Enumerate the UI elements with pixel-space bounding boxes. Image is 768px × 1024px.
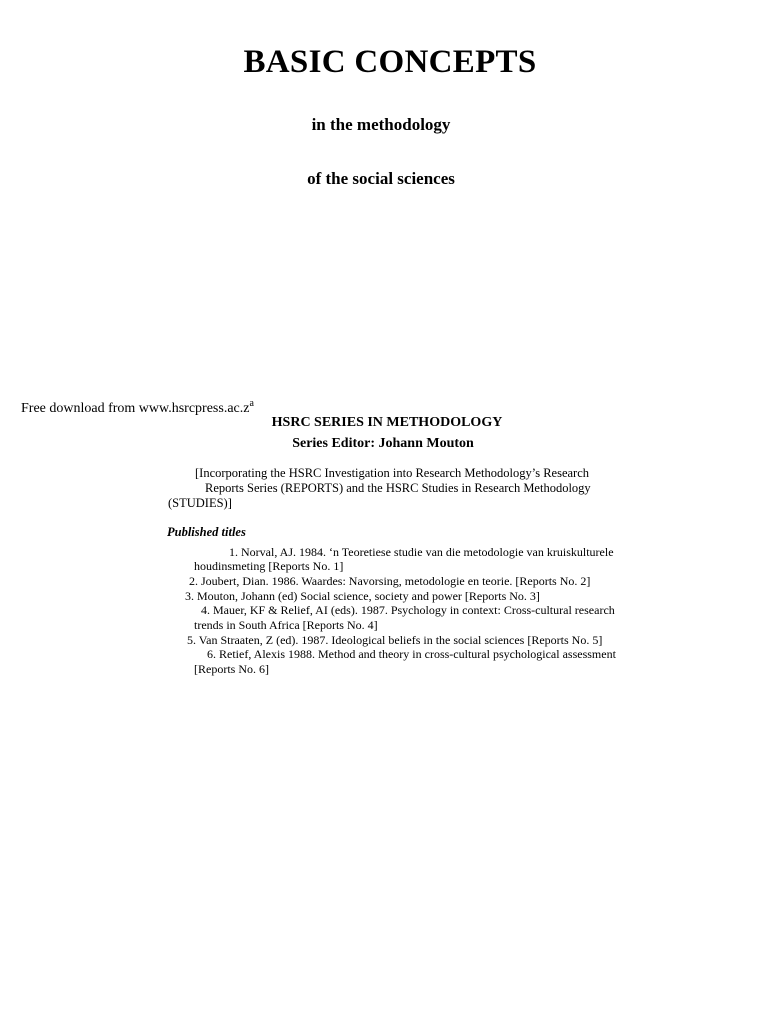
title-5-line-1: 5. Van Straaten, Z (ed). 1987. Ideological beliefs in the social sciences [Reports No. 5] [187,633,603,647]
published-titles-heading: Published titles [167,525,246,539]
series-editor: Series Editor: Johann Mouton [292,436,474,451]
free-download-text: Free download from www.hsrcpress.ac.z [21,401,250,416]
subtitle-line-2: of the social sciences [307,169,455,188]
series-title: HSRC SERIES IN METHODOLOGY [271,415,503,430]
incorporating-line-1: [Incorporating the HSRC Investigation into Research Methodology’s Research [195,466,590,480]
title-6-line-1: 6. Retief, Alexis 1988. Method and theory in cross-cultural psychological assessment [207,647,616,661]
page-title: BASIC CONCEPTS [243,44,537,80]
title-2-line-1: 2. Joubert, Dian. 1986. Waardes: Navorsing, metodologie en teorie. [Reports No. 2] [189,574,591,588]
incorporating-line-2: Reports Series (REPORTS) and the HSRC Studies in Research Methodology [205,481,591,495]
subtitle-line-1: in the methodology [311,115,451,134]
title-3-line-1: 3. Mouton, Johann (ed) Social science, society and power [Reports No. 3] [185,589,540,603]
title-1-line-1: 1. Norval, AJ. 1984. ‘n Teoretiese studie van die metodologie van kruiskulturele [229,545,614,559]
title-1-line-2: houdinsmeting [Reports No. 1] [194,559,344,573]
title-4-line-1: 4. Mauer, KF & Relief, AI (eds). 1987. Psychology in context: Cross-cultural research [201,603,615,617]
free-download-superscript: a [249,398,254,409]
title-4-line-2: trends in South Africa [Reports No. 4] [194,618,378,632]
title-6-line-2: [Reports No. 6] [194,662,269,676]
incorporating-line-3: (STUDIES)] [168,496,232,510]
